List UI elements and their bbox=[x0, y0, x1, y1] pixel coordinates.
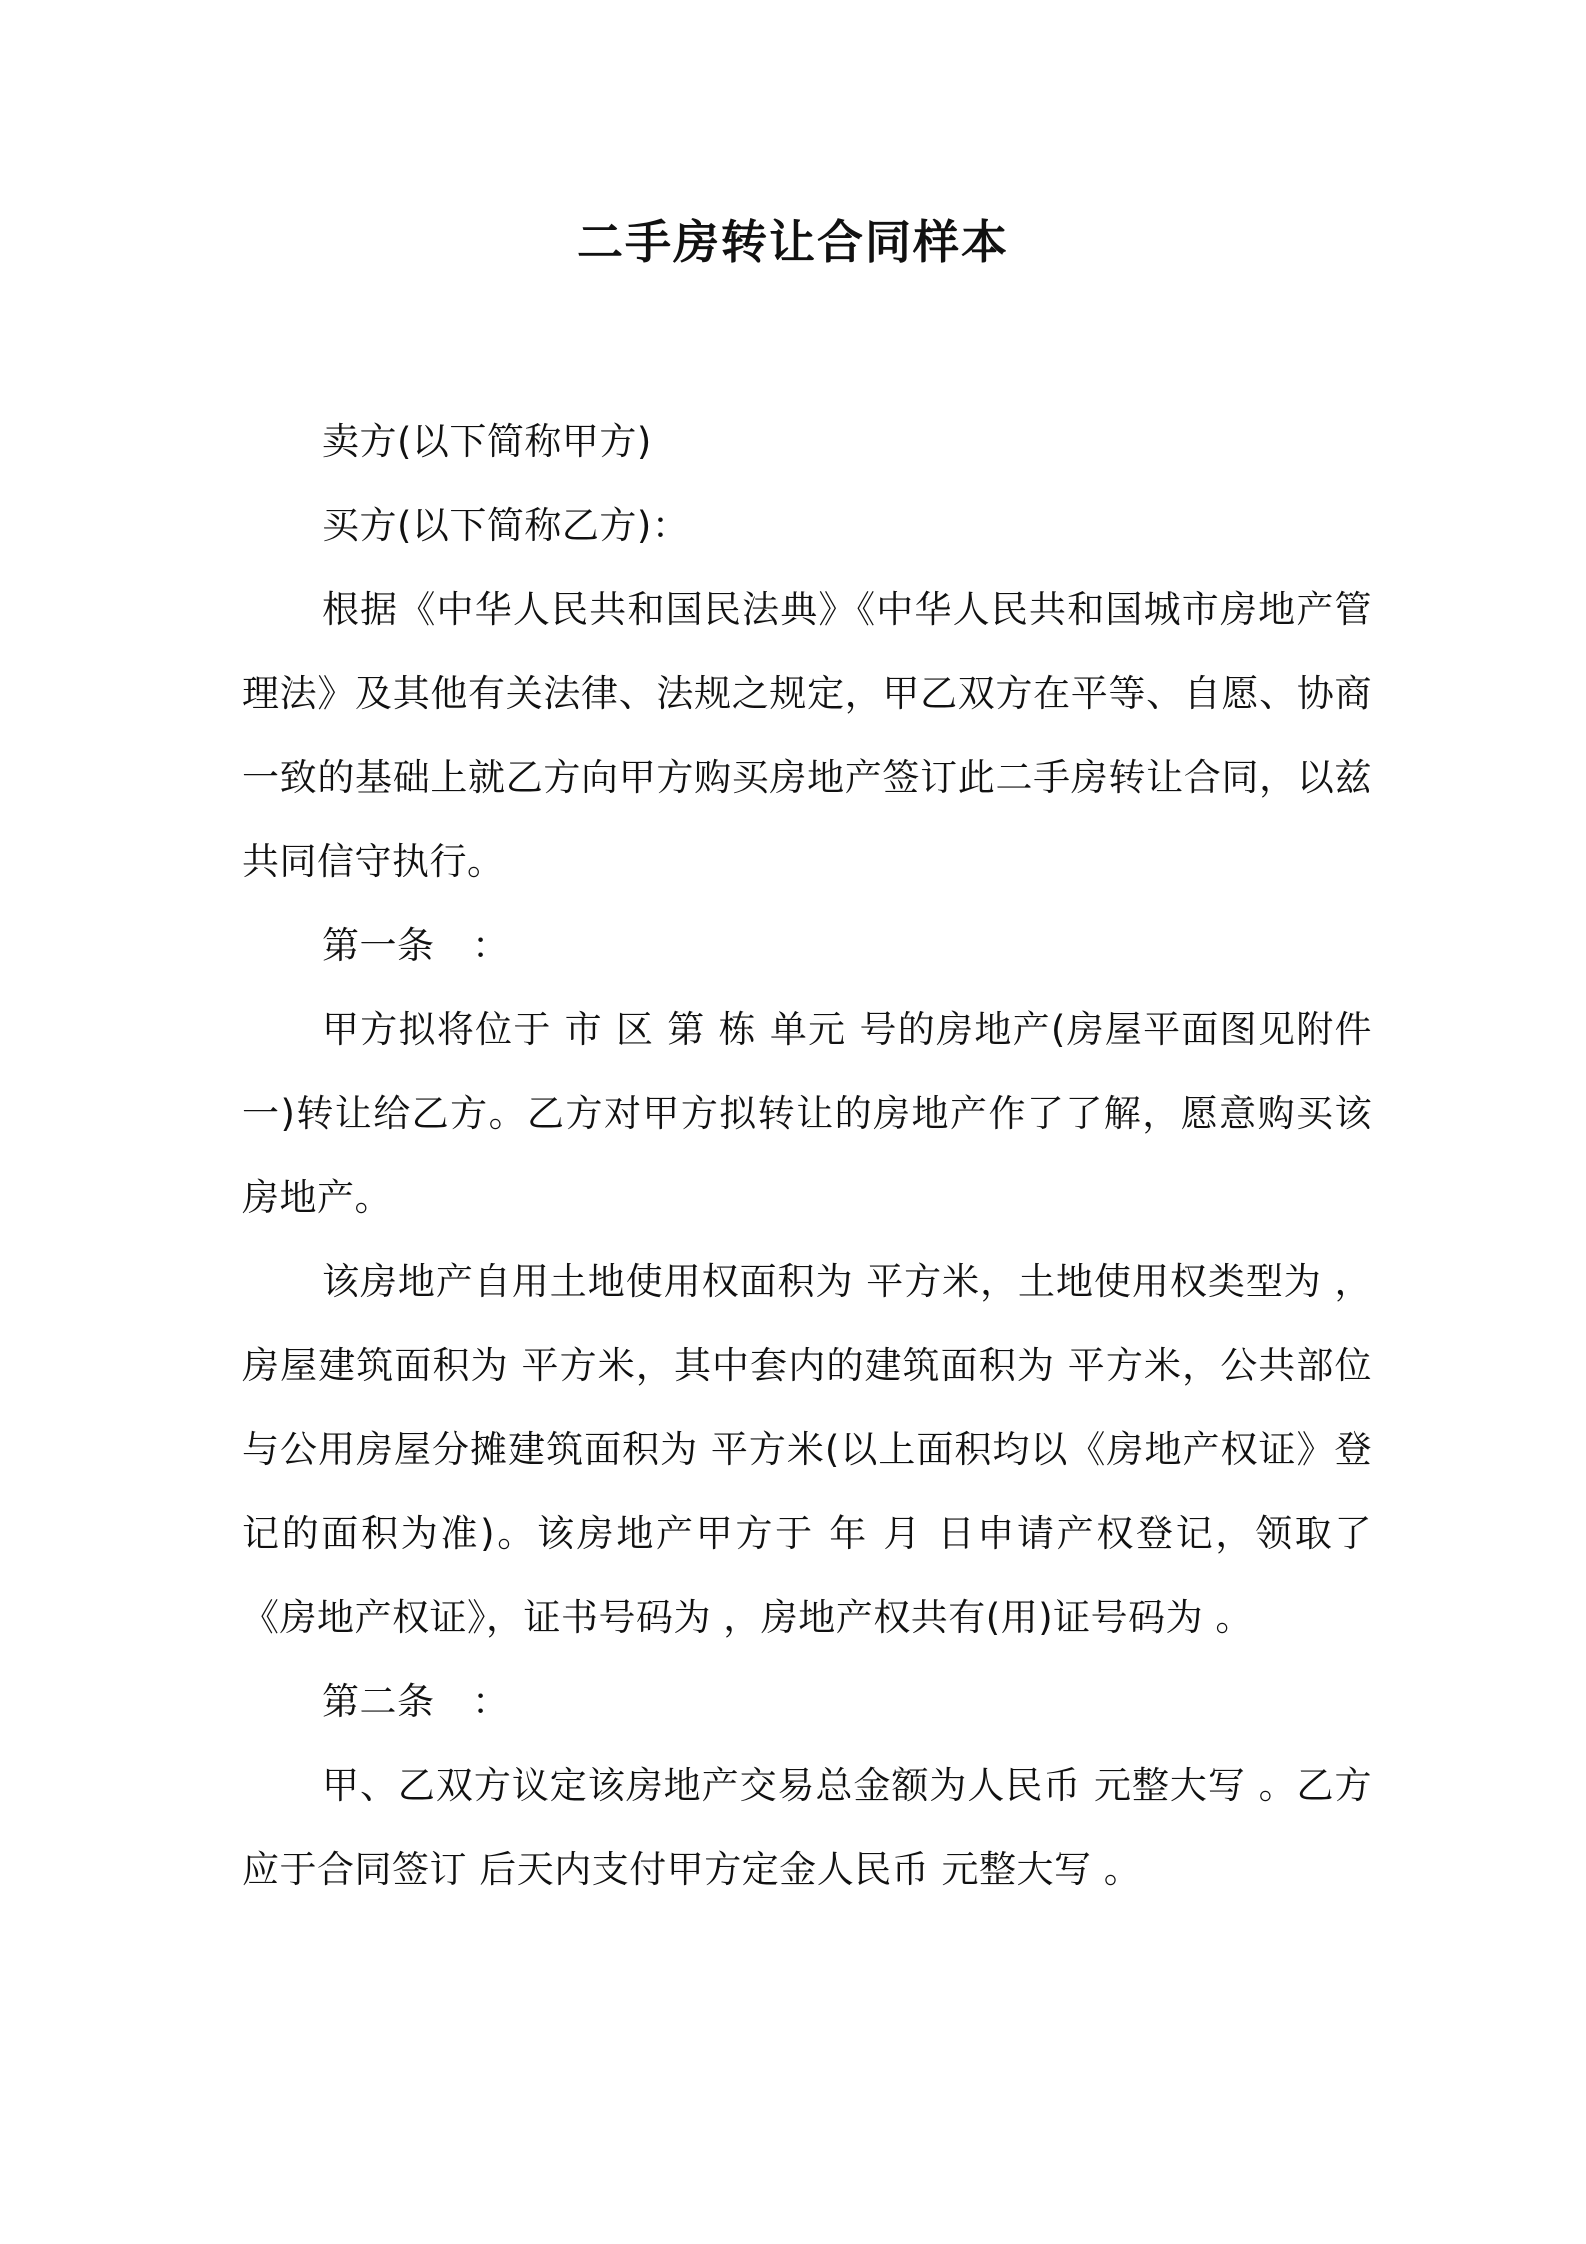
article-2-paragraph-1: 甲、乙双方议定该房地产交易总金额为人民币 元整大写 。乙方应于合同签订 后天内支付甲方定金人民币 元整大写 。 bbox=[242, 1764, 1372, 1891]
article-2-heading: 第二条 ： bbox=[322, 1680, 510, 1723]
buyer-line: 买方(以下简称乙方)： bbox=[322, 504, 690, 547]
article-1-heading: 第一条 ： bbox=[322, 924, 510, 967]
seller-line: 卖方(以下简称甲方) bbox=[322, 420, 652, 463]
document-title: 二手房转让合同样本 bbox=[577, 215, 1009, 269]
article-1-paragraph-1: 甲方拟将位于 市 区 第 栋 单元 号的房地产(房屋平面图见附件一)转让给乙方。乙方对甲方拟转让的房地产作了了解，愿意购买该房地产。 bbox=[242, 1008, 1372, 1219]
document-body bbox=[242, 400, 1372, 1912]
article-1-paragraph-2: 该房地产自用土地使用权面积为 平方米，土地使用权类型为 ，房屋建筑面积为 平方米，其中套内的建筑面积为 平方米，公共部位与公用房屋分摊建筑面积为 平方米(以上面积均以《房地产权证》登记的面积为准)。该房地产甲方于 年 月 日申请产权登记，领取了《房地产权证》，证书号码为 ，房地产权共有(用)证号码为 。 bbox=[242, 1260, 1372, 1639]
preamble-paragraph: 根据《中华人民共和国民法典》《中华人民共和国城市房地产管理法》及其他有关法律、法规之规定，甲乙双方在平等、自愿、协商一致的基础上就乙方向甲方购买房地产签订此二手房转让合同，以兹共同信守执行。 bbox=[242, 588, 1372, 883]
